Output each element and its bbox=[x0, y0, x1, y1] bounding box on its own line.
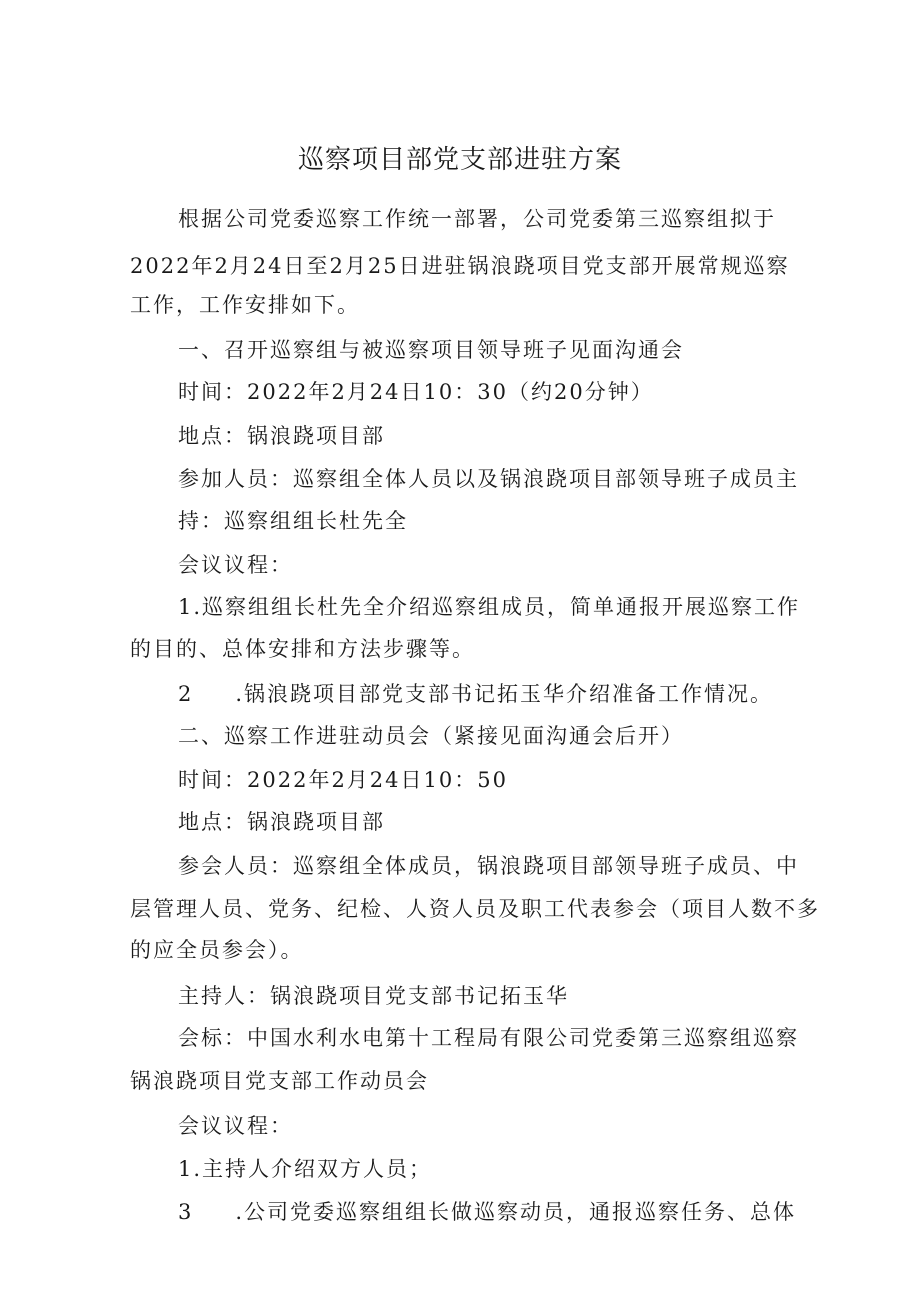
section1-item2-number: 2 bbox=[178, 682, 194, 706]
section1-item2 bbox=[178, 679, 773, 709]
section1-attendees-line-2: 持：巡察组组长杜先全 bbox=[178, 509, 408, 533]
section1-time: 时间：2022年2月24日10：30（约20分钟） bbox=[178, 380, 654, 404]
intro-line-1: 根据公司党委巡察工作统一部署，公司党委第三巡察组拟于 bbox=[178, 207, 776, 231]
section2-time: 时间：2022年2月24日10：50 bbox=[178, 768, 508, 792]
section1-item1-line-2: 的目的、总体安排和方法步骤等。 bbox=[130, 637, 475, 661]
section2-host: 主持人：锅浪跷项目党支部书记拓玉华 bbox=[178, 984, 569, 1008]
section1-location: 地点：锅浪跷项目部 bbox=[178, 424, 385, 448]
section2-agenda-label: 会议议程： bbox=[178, 1114, 293, 1138]
section2-item3-text: .公司党委巡察组组长做巡察动员，通报巡察任务、总体 bbox=[235, 1200, 797, 1224]
section2-attendees-line-1: 参会人员：巡察组全体成员，锅浪跷项目部领导班子成员、中 bbox=[178, 854, 799, 878]
section1-item2-text: .锅浪跷项目部党支部书记拓玉华介绍准备工作情况。 bbox=[235, 682, 774, 706]
intro-line-3: 工作，工作安排如下。 bbox=[130, 293, 360, 317]
section2-location: 地点：锅浪跷项目部 bbox=[178, 810, 385, 834]
section1-item1-line-1: 1.巡察组组长杜先全介绍巡察组成员，简单通报开展巡察工作 bbox=[178, 595, 801, 619]
section2-item1: 1.主持人介绍双方人员； bbox=[178, 1157, 433, 1181]
section2-attendees-line-2: 层管理人员、党务、纪检、人资人员及职工代表参会（项目人数不多 bbox=[130, 897, 820, 921]
page-title: 巡察项目部党支部进驻方案 bbox=[297, 145, 622, 175]
section2-banner-line-2: 锅浪跷项目党支部工作动员会 bbox=[130, 1069, 429, 1093]
section2-item3-number: 3 bbox=[178, 1200, 194, 1224]
section2-item3 bbox=[178, 1197, 796, 1227]
section1-attendees-line-1: 参加人员：巡察组全体人员以及锅浪跷项目部领导班子成员主 bbox=[178, 467, 799, 491]
section1-agenda-label: 会议议程： bbox=[178, 553, 293, 577]
section2-heading: 二、巡察工作进驻动员会（紧接见面沟通会后开） bbox=[178, 724, 684, 748]
section1-heading: 一、召开巡察组与被巡察项目领导班子见面沟通会 bbox=[178, 338, 684, 362]
section2-banner-line-1: 会标：中国水利水电第十工程局有限公司党委第三巡察组巡察 bbox=[178, 1026, 799, 1050]
intro-line-2: 2022年2月24日至2月25日进驻锅浪跷项目党支部开展常规巡察 bbox=[130, 254, 790, 278]
section2-attendees-line-3: 的应全员参会）。 bbox=[130, 938, 304, 962]
